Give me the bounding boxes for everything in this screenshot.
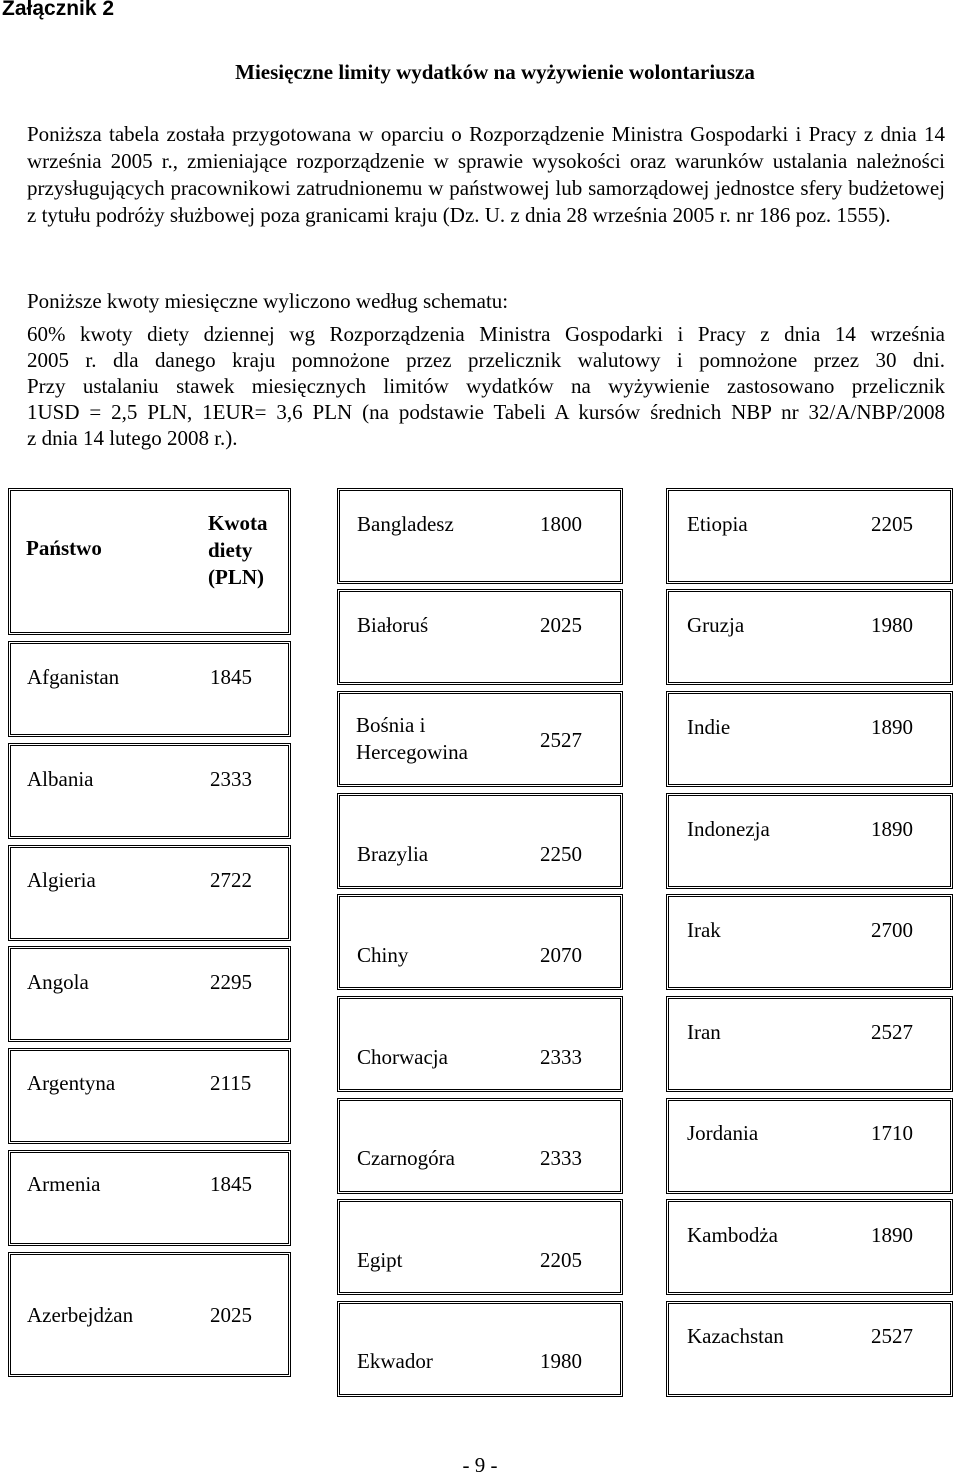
method-paragraph — [27, 321, 945, 451]
country-name: Armenia — [27, 1172, 101, 1196]
table-row — [666, 793, 953, 889]
country-name: Etiopia — [687, 512, 748, 536]
header-kwota — [208, 510, 268, 591]
country-name: Brazylia — [357, 842, 429, 866]
country-name: Białoruś — [357, 613, 429, 637]
method-line: 60% kwoty diety dziennej wg Rozporządzenia Ministra Gospodarki i Pracy z dnia 14 września — [27, 322, 945, 346]
table-row — [337, 488, 623, 584]
table-row — [666, 488, 953, 584]
country-name: Indonezja — [687, 817, 770, 841]
table-row — [337, 1301, 623, 1397]
country-value: 2070 — [540, 943, 582, 967]
country-value: 2527 — [871, 1020, 913, 1044]
table-row — [666, 1301, 953, 1397]
country-value: 2700 — [871, 918, 913, 942]
country-value: 2025 — [210, 1303, 252, 1327]
header-kwota-line: (PLN) — [208, 565, 264, 589]
country-name: Afganistan — [27, 665, 120, 689]
country-value: 2115 — [210, 1071, 252, 1095]
header-kwota-line: Kwota — [208, 511, 268, 535]
country-value: 1890 — [871, 715, 913, 739]
table-row — [666, 1199, 953, 1295]
table-row — [8, 641, 291, 737]
table-row — [337, 996, 623, 1092]
country-name: Egipt — [357, 1248, 403, 1272]
country-name: Gruzja — [687, 613, 745, 637]
method-line: 2005 r. dla danego kraju pomnożone przez przelicznik walutowy i pomnożone przez 30 dni. — [27, 348, 945, 372]
country-value: 1800 — [540, 512, 582, 536]
country-value: 2205 — [871, 512, 913, 536]
country-value: 1890 — [871, 817, 913, 841]
country-name: Indie — [687, 715, 731, 739]
country-value: 2527 — [871, 1324, 913, 1348]
method-line: z dnia 14 lutego 2008 r.). — [27, 426, 238, 450]
method-line: Przy ustalaniu stawek miesięcznych limitów wydatków na wyżywienie zastosowano przelicznik — [27, 374, 945, 398]
country-value: 2722 — [210, 868, 252, 892]
annex-label: Załącznik 2 — [2, 0, 115, 20]
header-state: Państwo — [26, 536, 102, 560]
country-name: Bośnia i Hercegowina — [356, 713, 468, 764]
country-value: 1845 — [210, 665, 252, 689]
country-value: 2025 — [540, 613, 582, 637]
table-row — [337, 894, 623, 990]
country-name: Chiny — [357, 943, 409, 967]
country-name: Argentyna — [27, 1071, 116, 1095]
country-value: 2527 — [540, 728, 582, 752]
table-row — [8, 845, 291, 941]
header-kwota-line: diety — [208, 538, 253, 562]
page-number: - 9 - — [462, 1453, 498, 1477]
table-row — [666, 691, 953, 787]
country-name: Irak — [687, 918, 721, 942]
country-value: 2250 — [540, 842, 582, 866]
country-name: Azerbejdżan — [27, 1303, 134, 1327]
country-value: 2333 — [540, 1146, 582, 1170]
schema-heading: Poniższe kwoty miesięczne wyliczono według schematu: — [27, 289, 509, 313]
page-title: Miesięczne limity wydatków na wyżywienie wolontariusza — [235, 60, 755, 84]
table-row — [337, 1199, 623, 1295]
country-value: 1980 — [540, 1349, 582, 1373]
country-name: Kambodża — [687, 1223, 778, 1247]
country-value: 1710 — [871, 1121, 913, 1145]
country-name: Iran — [687, 1020, 721, 1044]
country-value: 1890 — [871, 1223, 913, 1247]
country-value: 2333 — [540, 1045, 582, 1069]
country-value: 2295 — [210, 970, 252, 994]
country-name: Bangladesz — [357, 512, 454, 536]
table-row — [8, 1048, 291, 1144]
country-value: 1980 — [871, 613, 913, 637]
country-name: Chorwacja — [357, 1045, 448, 1069]
table-row — [666, 894, 953, 990]
table-row — [666, 1098, 953, 1194]
table-row — [337, 589, 623, 685]
country-name: Jordania — [687, 1121, 759, 1145]
country-name: Ekwador — [357, 1349, 433, 1373]
country-value: 2333 — [210, 767, 252, 791]
table-row — [8, 946, 291, 1042]
table-row — [337, 1098, 623, 1194]
country-value: 1845 — [210, 1172, 252, 1196]
country-name: Angola — [27, 970, 89, 994]
country-name: Algieria — [27, 868, 96, 892]
country-name: Kazachstan — [687, 1324, 784, 1348]
table-row — [8, 1150, 291, 1246]
table-row — [8, 743, 291, 839]
intro-paragraph: Poniższa tabela została przygotowana w oparciu o Rozporządzenie Ministra Gospodarki i Pracy z dnia 14 września 2005 r., zmieniające rozporządzenie w sprawie wysokości oraz warunków ustalania należności przysługujących pracownikowi zatrudnionemu w państwowej lub samorządowej jednostce sfery budżetowej z tytułu podróży służbowej poza granicami kraju (Dz. U. z dnia 28 września 2005 r. nr 186 poz. 1555). — [27, 122, 945, 227]
table-row — [666, 589, 953, 685]
method-line: 1USD = 2,5 PLN, 1EUR= 3,6 PLN (na podstawie Tabeli A kursów średnich NBP nr 32/A/NBP/2008 — [27, 400, 945, 424]
table-row — [8, 1252, 291, 1377]
country-name: Albania — [27, 767, 94, 791]
table-row — [666, 996, 953, 1092]
country-name: Czarnogóra — [357, 1146, 455, 1170]
table-row — [337, 793, 623, 889]
country-value: 2205 — [540, 1248, 582, 1272]
